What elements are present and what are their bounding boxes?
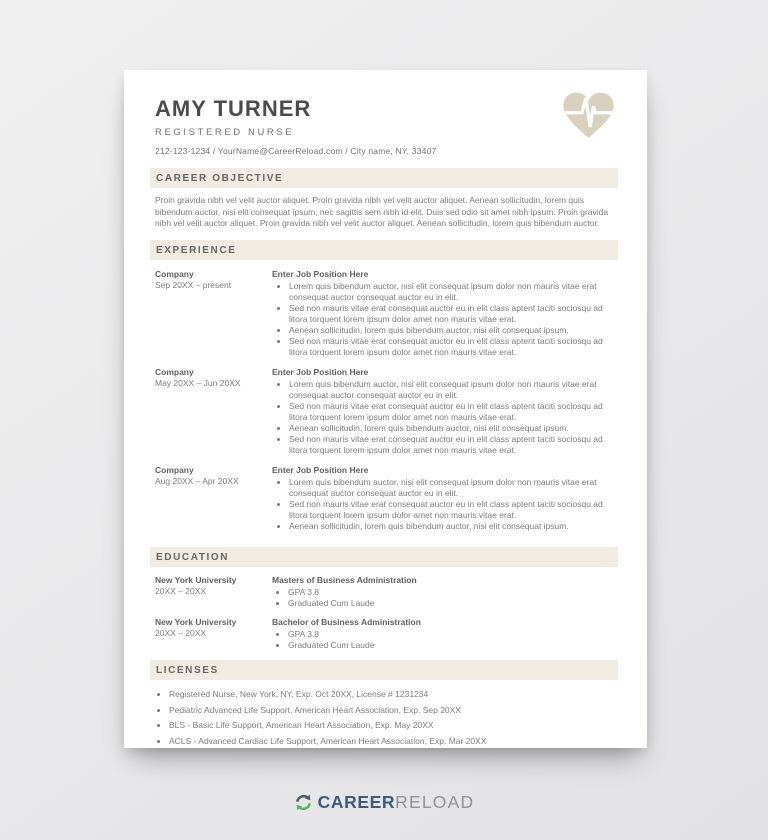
school-name: New York University: [155, 575, 237, 586]
section-heading-experience: EXPERIENCE: [150, 240, 618, 260]
license-item: • ACLS - Advanced Cardiac Life Support, American Heart Association, Exp. Mar 20XX: [169, 736, 618, 747]
degree-name: Bachelor of Business Administration: [272, 617, 421, 628]
school-name: New York University: [155, 617, 237, 628]
license-item: • BLS - Basic Life Support, American Heart Association, Exp. May 20XX: [169, 720, 618, 731]
career-objective-text: Proin gravida nibh vel velit auctor aliquet. Proin gravida nibh vel velit auctor aliquet. Aenean sollicitudin, lorem quis bibendum auctor, nisi elit consequat ipsum, nec sagittis sem nibh id elit. Duis sed odio sit amet nibh ipsum. Proin gravida nibh vel velit auctor aliquet. Proin gravida nibh vel velit auctor aliquet. Aenean sollicitudin, lorem quis bibendum auctor.: [155, 195, 609, 229]
experience-entry: [150, 465, 618, 532]
section-heading-career-objective: CAREER OBJECTIVE: [150, 168, 618, 188]
company-name: Company: [155, 269, 194, 280]
job-bullet: • Aenean sollicitudin, lorem quis bibendum auctor, nisi elit consequat ipsum.: [289, 423, 616, 434]
job-bullet: • Aenean sollicitudin, lorem quis bibendum auctor, nisi elit consequat ipsum.: [289, 521, 616, 532]
job-position: Enter Job Position Here: [272, 367, 369, 378]
resume-page: [124, 70, 647, 748]
education-bullet-list: [272, 629, 616, 651]
job-bullet: • Sed non mauris vitae erat consequat auctor eu in elit class aptent taciti sociosqu ad litora torquent lorem ipsum dolor amet non mauris vitae erat.: [289, 303, 616, 325]
contact-line: 212-123-1234 / YourName@CareerReload.com / City name, NY, 33407: [155, 146, 437, 156]
job-position: Enter Job Position Here: [272, 269, 369, 280]
license-item: • Pediatric Advanced Life Support, American Heart Association, Exp. Sep 20XX: [169, 705, 618, 716]
education-entry: [150, 575, 618, 609]
experience-entry: [150, 269, 618, 358]
job-bullet: • Lorem quis bibendum auctor, nisi elit consequat ipsum dolor non mauris vitae erat consequat auctor consequat auctor eu in elit.: [289, 281, 616, 303]
employment-dates: Sep 20XX – present: [155, 280, 232, 291]
employment-dates: Aug 20XX – Apr 20XX: [155, 476, 239, 487]
job-bullet: • Lorem quis bibendum auctor, nisi elit consequat ipsum dolor non mauris vitae erat consequat auctor consequat auctor eu in elit.: [289, 477, 616, 499]
education-dates: 20XX – 20XX: [155, 628, 207, 639]
job-bullet: • Sed non mauris vitae erat consequat auctor eu in elit class aptent taciti sociosqu ad litora torquent lorem ipsum dolor amet non mauris vitae erat.: [289, 499, 616, 521]
education-bullet: • GPA 3.8: [288, 587, 616, 598]
employment-dates: May 20XX – Jun 20XX: [155, 378, 241, 389]
education-bullet: • Graduated Cum Laude: [288, 598, 616, 609]
job-bullet: • Sed non mauris vitae erat consequat auctor eu in elit class aptent taciti sociosqu ad litora torquent lorem ipsum dolor amet non mauris vitae erat.: [289, 401, 616, 423]
job-bullet: • Aenean sollicitudin, lorem quis bibendum auctor, nisi elit consequat ipsum.: [289, 325, 616, 336]
education-bullet: • Graduated Cum Laude: [288, 640, 616, 651]
logo-text-reload: RELOAD: [395, 791, 475, 812]
experience-entry: [150, 367, 618, 456]
company-name: Company: [155, 465, 194, 476]
job-bullet-list: [272, 281, 616, 358]
job-bullet-list: [272, 379, 616, 456]
degree-name: Masters of Business Administration: [272, 575, 417, 586]
logo-text-career: CAREER: [317, 791, 396, 812]
section-heading-education: EDUCATION: [150, 547, 618, 567]
job-bullet: • Sed non mauris vitae erat consequat auctor eu in elit class aptent taciti sociosqu ad litora torquent lorem ipsum dolor amet non mauris vitae erat.: [289, 336, 616, 358]
section-heading-licenses: LICENSES: [150, 660, 618, 680]
career-reload-logo[interactable]: [0, 789, 768, 815]
license-list: [150, 689, 618, 747]
license-item: • Registered Nurse, New York, NY, Exp. Oct 20XX, License # 1231234: [169, 689, 618, 700]
company-name: Company: [155, 367, 194, 378]
education-bullet-list: [272, 587, 616, 609]
education-dates: 20XX – 20XX: [155, 586, 207, 597]
reload-refresh-icon: [294, 793, 313, 812]
logo-wordmark: [318, 792, 475, 813]
job-position: Enter Job Position Here: [272, 465, 369, 476]
education-bullet: • GPA 3.8: [288, 629, 616, 640]
education-entry: [150, 617, 618, 651]
job-bullet: • Lorem quis bibendum auctor, nisi elit consequat ipsum dolor non mauris vitae erat consequat auctor consequat auctor eu in elit.: [289, 379, 616, 401]
job-bullet-list: [272, 477, 616, 532]
job-bullet: • Sed non mauris vitae erat consequat auctor eu in elit class aptent taciti sociosqu ad litora torquent lorem ipsum dolor amet non mauris vitae erat.: [289, 434, 616, 456]
candidate-job-title: REGISTERED NURSE: [155, 127, 295, 138]
candidate-name: AMY TURNER: [155, 96, 312, 121]
